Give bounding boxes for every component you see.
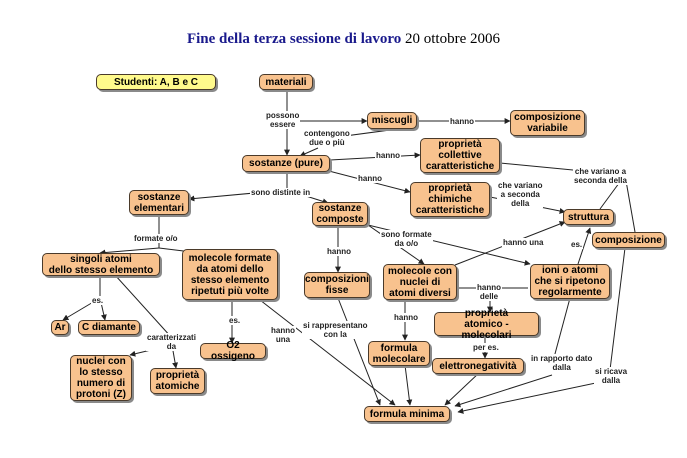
link-label-es: es. [92, 296, 104, 305]
node-c-diamante: C diamante [78, 320, 140, 335]
link-label-caratterizzati: caratterizzati da [147, 333, 196, 351]
node-ar: Ar [51, 320, 69, 335]
node-formula-minima: formula minima [364, 406, 450, 422]
node-sostanze-composte: sostanze composte [312, 202, 368, 226]
node-molecole-stesso-elemento: molecole formate da atomi dello stesso elemento ripetuti più volte [182, 249, 278, 300]
link-label-si-rappresentano: si rappresentano con la [303, 321, 368, 339]
node-sostanze-elementari: sostanze elementari [129, 190, 189, 215]
node-composizioni-fisse: composizioni fisse [305, 274, 369, 296]
node-proprieta-atomico-molecolari: proprietà atomico - molecolari [434, 312, 539, 336]
link-label-es: es. [571, 240, 583, 249]
link-label-formate-oo: formate o/o [134, 234, 178, 243]
node-materiali: materiali [259, 74, 313, 90]
link-label-in-rapporto: in rapporto dato dalla [531, 354, 593, 372]
node-elettronegativita: elettronegatività [432, 358, 524, 374]
node-molecole-nuclei-diversi: molecole con nuclei di atomi diversi [383, 264, 457, 300]
link-label-es: es. [229, 316, 241, 325]
title-date: 20 ottobre 2006 [405, 31, 501, 47]
node-formula-molecolare: formula molecolare [368, 341, 430, 366]
node-miscugli: miscugli [367, 112, 417, 129]
node-ioni-atomi: ioni o atomi che si ripetono regolarmente [530, 264, 610, 299]
link-label-hanno: hanno [327, 247, 351, 256]
node-o2-ossigeno: O2 ossigeno [200, 343, 266, 359]
link-label-hanno: hanno [450, 117, 474, 126]
students-node: Studenti: A, B e C [96, 74, 216, 90]
link-label-hanno-una: hanno una [503, 238, 544, 247]
link-label-hanno-una: hanno una [271, 326, 295, 344]
link-label-sono-formate: sono formate da o/o [381, 230, 432, 248]
link-label-hanno: hanno [376, 151, 400, 160]
link-label-si-ricava: si ricava dalla [595, 367, 628, 385]
link-label-hanno: hanno [394, 313, 418, 322]
link-label-hanno-delle: hanno delle [477, 283, 501, 301]
link-label-che-variano: che variano a seconda della [498, 181, 543, 208]
link-label-hanno: hanno [358, 174, 382, 183]
node-struttura: struttura [563, 209, 614, 225]
link-label-contengono: contengono due o più [304, 129, 350, 147]
node-proprieta-chimiche: proprietà chimiche caratteristiche [410, 182, 490, 217]
node-singoli-atomi: singoli atomi dello stesso elemento [42, 253, 160, 276]
node-composizione-variabile: composizione variabile [510, 110, 585, 136]
node-proprieta-atomiche: proprietà atomiche [150, 368, 205, 394]
node-composizione: composizione [592, 232, 665, 248]
link-label-che-variano: che variano a seconda della [574, 167, 627, 185]
node-proprieta-collettive: proprietà collettive caratteristiche [420, 138, 500, 173]
node-sostanze-pure: sostanze (pure) [242, 155, 330, 172]
title-main: Fine della terza sessione di lavoro [186, 31, 402, 47]
node-nuclei-stesso-z: nuclei con lo stesso numero di protoni (Z) [70, 355, 132, 401]
link-label-per-es: per es. [473, 343, 499, 352]
link-label-possono-essere: possono essere [266, 111, 300, 129]
link-label-sono-distinte: sono distinte in [251, 188, 311, 197]
